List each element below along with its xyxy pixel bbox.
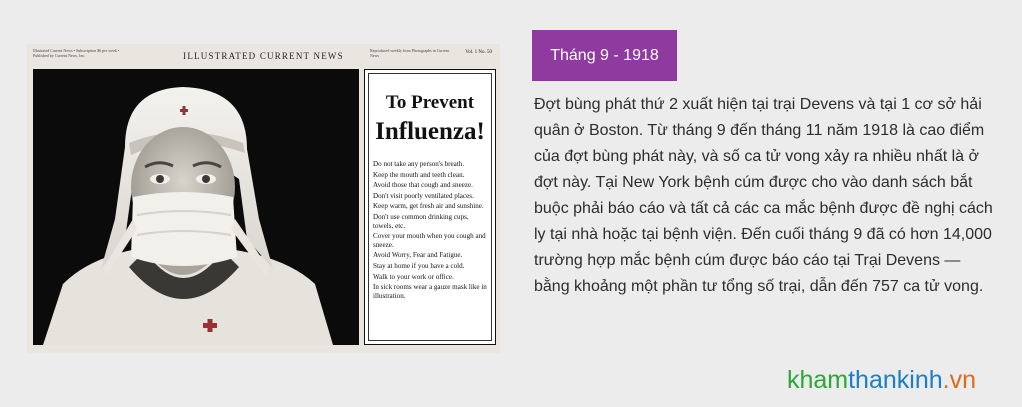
poster-rule: Avoid Worry, Fear and Fatigue. — [373, 251, 463, 260]
poster-rule: Don't visit poorly ventilated places. — [373, 191, 474, 200]
influenza-poster-image — [27, 44, 500, 353]
poster-title-line-2: Influenza! — [375, 118, 485, 145]
poster-header-left-text: Illustrated Current News • Subscription $6 per week • Published by Current News, Inc. — [33, 48, 120, 58]
poster-rules-list — [373, 160, 489, 302]
poster-text-panel — [364, 69, 496, 345]
poster-rule: Keep the mouth and teeth clean. — [373, 170, 465, 179]
site-brand-logo[interactable] — [787, 366, 976, 395]
poster-rule: Avoid those that cough and sneeze. — [373, 181, 473, 190]
brand-part-thankinh: thankinh — [848, 366, 943, 394]
poster-rule: Don't use common drinking cups, towels, etc. — [373, 212, 469, 230]
brand-part-kham: kham — [786, 366, 849, 394]
poster-rule: In sick rooms wear a gauze mask like in illustration. — [373, 283, 487, 300]
poster-rule: Keep warm, get fresh air and sunshine. — [373, 202, 484, 211]
poster-rule: Stay at home if you have a cold. — [373, 261, 465, 270]
poster-title-line-1: To Prevent — [385, 92, 475, 113]
date-badge: Tháng 9 - 1918 — [532, 30, 677, 81]
poster-rule: Do not take any person's breath. — [373, 160, 465, 168]
poster-header-title: ILLUSTRATED CURRENT NEWS — [183, 51, 344, 61]
masked-nurse-photo — [33, 69, 359, 345]
poster-header-volume: Vol. 1 No. 50 — [465, 50, 492, 55]
poster-header — [27, 44, 500, 66]
poster-header-right-text: Reproduced weekly from Photographs in Current News — [370, 48, 449, 58]
brand-part-vn: .vn — [942, 366, 976, 394]
timeline-description: Đợt bùng phát thứ 2 xuất hiện tại trại Devens và tại 1 cơ sở hải quân ở Boston. Từ tháng 9 đến tháng 11 năm 1918 là cao điểm của đợt bùng phát này, và số ca tử vong xảy ra nhiều nhất là ở đợt này. Tại New York bệnh cúm được cho vào danh sách bắt buộc phải báo cáo và tất cả các ca mắc bệnh được đề nghị cách ly tại nhà hoặc tại bệnh viện. Đến cuối tháng 9 đã có hơn 14,000 trường hợp mắc bệnh cúm được báo cáo tại Trại Devens — bằng khoảng một phần tư tổng số trại, dẫn đến 757 ca tử vong. — [534, 96, 993, 295]
poster-rule: Cover your mouth when you cough and sneeze. — [373, 232, 486, 249]
poster-rule: Walk to your work or office. — [373, 272, 454, 281]
